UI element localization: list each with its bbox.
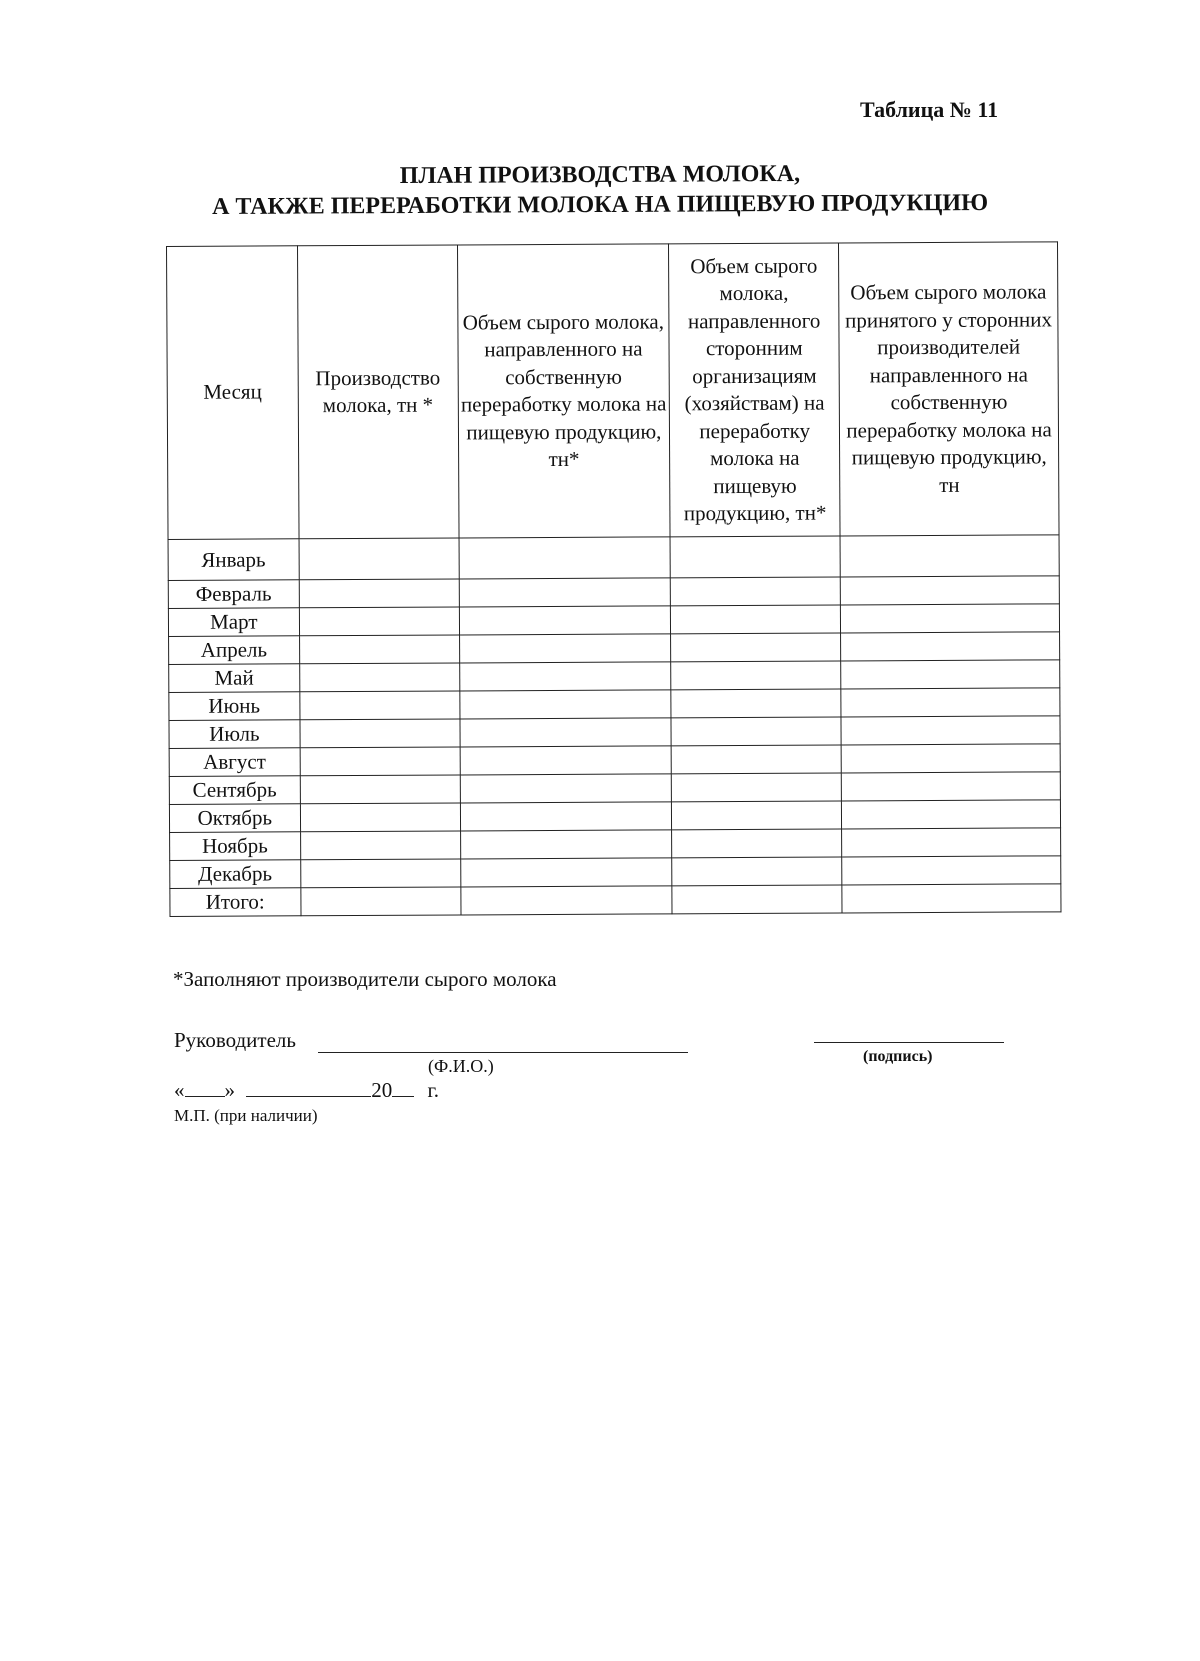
month-cell: Декабрь xyxy=(170,860,301,889)
accepted-cell[interactable] xyxy=(841,660,1060,689)
own-processing-cell[interactable] xyxy=(459,690,671,719)
signature-caption: (подпись) xyxy=(863,1048,933,1065)
accepted-cell[interactable] xyxy=(842,828,1061,857)
production-cell[interactable] xyxy=(299,607,459,636)
accepted-total-cell[interactable] xyxy=(842,884,1061,913)
third-party-cell[interactable] xyxy=(672,801,842,830)
production-cell[interactable] xyxy=(299,538,459,580)
year-field[interactable] xyxy=(392,1078,414,1097)
header-own-processing: Объем сырого молока, направленного на собственную переработку молока на пищевую продукцию, тн* xyxy=(457,244,670,538)
production-total-cell[interactable] xyxy=(300,887,460,916)
accepted-cell[interactable] xyxy=(840,535,1059,577)
accepted-cell[interactable] xyxy=(841,716,1060,745)
milk-plan-table xyxy=(166,241,1062,917)
month-cell: Сентябрь xyxy=(169,776,300,805)
production-cell[interactable] xyxy=(300,831,460,860)
production-cell[interactable] xyxy=(299,663,459,692)
document-title xyxy=(150,158,1050,223)
fio-caption: (Ф.И.О.) xyxy=(428,1056,494,1076)
title-line-2: А ТАКЖЕ ПЕРЕРАБОТКИ МОЛОКА НА ПИЩЕВУЮ ПРОДУКЦИЮ xyxy=(212,189,989,221)
production-cell[interactable] xyxy=(300,859,460,888)
month-cell: Апрель xyxy=(169,636,300,665)
own-processing-total-cell[interactable] xyxy=(460,886,672,915)
year-prefix: 20 xyxy=(371,1078,393,1102)
own-processing-cell[interactable] xyxy=(460,718,672,747)
third-party-cell[interactable] xyxy=(671,605,841,634)
third-party-cell[interactable] xyxy=(671,773,841,802)
own-processing-cell[interactable] xyxy=(459,578,671,607)
accepted-cell[interactable] xyxy=(842,772,1061,801)
own-processing-cell[interactable] xyxy=(460,774,672,803)
month-field[interactable] xyxy=(246,1078,371,1097)
day-field[interactable] xyxy=(185,1078,225,1097)
month-cell: Февраль xyxy=(168,580,299,609)
own-processing-cell[interactable] xyxy=(459,634,671,663)
production-cell[interactable] xyxy=(300,747,460,776)
production-cell[interactable] xyxy=(299,691,459,720)
signature-field[interactable] xyxy=(814,1042,1004,1043)
production-cell[interactable] xyxy=(299,635,459,664)
third-party-cell[interactable] xyxy=(671,633,841,662)
header-accepted-from-producers: Объем сырого молока принятого у сторонних производителей направленного на собственную переработку молока на пищевую продукцию, тн xyxy=(839,242,1059,536)
accepted-cell[interactable] xyxy=(841,688,1060,717)
date-open-quote: « xyxy=(174,1078,185,1102)
table-row xyxy=(168,535,1059,581)
accepted-cell[interactable] xyxy=(841,744,1060,773)
own-processing-cell[interactable] xyxy=(459,606,671,635)
total-label: Итого: xyxy=(170,888,301,917)
month-cell: Июль xyxy=(169,720,300,749)
header-month: Месяц xyxy=(167,246,299,540)
third-party-cell[interactable] xyxy=(670,577,840,606)
title-line-1: ПЛАН ПРОИЗВОДСТВА МОЛОКА, xyxy=(399,160,801,190)
production-cell[interactable] xyxy=(300,719,460,748)
stamp-note: М.П. (при наличии) xyxy=(174,1106,318,1125)
third-party-cell[interactable] xyxy=(671,745,841,774)
accepted-cell[interactable] xyxy=(842,800,1061,829)
year-suffix: г. xyxy=(427,1078,439,1102)
month-cell: Июнь xyxy=(169,692,300,721)
accepted-cell[interactable] xyxy=(841,604,1060,633)
month-cell: Октябрь xyxy=(169,804,300,833)
own-processing-cell[interactable] xyxy=(460,858,672,887)
production-cell[interactable] xyxy=(300,803,460,832)
third-party-cell[interactable] xyxy=(672,829,842,858)
total-row xyxy=(170,884,1061,917)
manager-label: Руководитель xyxy=(174,1028,296,1052)
header-production: Производство молока, тн * xyxy=(297,245,459,539)
third-party-cell[interactable] xyxy=(671,661,841,690)
table-header-row xyxy=(167,242,1060,540)
own-processing-cell[interactable] xyxy=(460,830,672,859)
month-cell: Март xyxy=(168,608,299,637)
month-cell: Ноябрь xyxy=(170,832,301,861)
accepted-cell[interactable] xyxy=(841,576,1060,605)
table-number: Таблица № 11 xyxy=(860,97,999,122)
month-cell: Январь xyxy=(168,539,299,581)
own-processing-cell[interactable] xyxy=(460,802,672,831)
footnote: *Заполняют производители сырого молока xyxy=(173,967,557,991)
own-processing-cell[interactable] xyxy=(460,746,672,775)
month-cell: Май xyxy=(169,664,300,693)
date-close-quote: » xyxy=(224,1078,235,1102)
third-party-total-cell[interactable] xyxy=(672,885,842,914)
third-party-cell[interactable] xyxy=(672,857,842,886)
own-processing-cell[interactable] xyxy=(459,537,671,579)
production-cell[interactable] xyxy=(299,579,459,608)
accepted-cell[interactable] xyxy=(841,632,1060,661)
third-party-cell[interactable] xyxy=(670,536,840,578)
accepted-cell[interactable] xyxy=(842,856,1061,885)
third-party-cell[interactable] xyxy=(671,689,841,718)
production-cell[interactable] xyxy=(300,775,460,804)
own-processing-cell[interactable] xyxy=(459,662,671,691)
month-cell: Август xyxy=(169,748,300,777)
header-third-party-processing: Объем сырого молока, направленного сторонним организациям (хозяйствам) на переработку молока на пищевую продукцию, тн* xyxy=(669,243,841,537)
third-party-cell[interactable] xyxy=(671,717,841,746)
manager-name-field[interactable] xyxy=(318,1052,688,1053)
date-line xyxy=(174,1078,439,1103)
